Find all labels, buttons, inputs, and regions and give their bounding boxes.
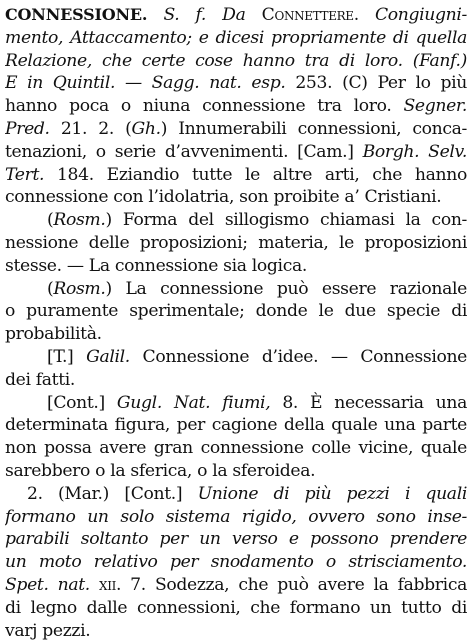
entry-line xyxy=(5,232,467,255)
entry-headline xyxy=(5,4,467,27)
text-run: [Cont.] xyxy=(47,392,117,413)
entry-line xyxy=(5,255,467,278)
text-run: E in Quintil. — Sagg. nat. esp. xyxy=(5,73,286,94)
entry-line xyxy=(5,528,467,551)
text-run: ( xyxy=(47,210,54,231)
text-run: ( xyxy=(47,278,54,299)
entry-line xyxy=(5,50,467,73)
text-run: Gh. xyxy=(131,118,161,139)
entry-line xyxy=(5,27,467,50)
entry-line xyxy=(5,437,467,460)
text-run: S. f. Da xyxy=(163,5,262,25)
text-run: ) Forma del sillogismo chiamasi la con- xyxy=(105,210,467,231)
text-run: tenazioni, o serie d’avvenimenti. [Cam.] xyxy=(5,141,363,162)
text-run: varj pezzi. xyxy=(5,620,91,641)
text-run: dei fatti. xyxy=(5,369,76,390)
text-run: connessione con l’idolatria, son proibite a’ Cristiani. xyxy=(5,187,442,208)
entry-line xyxy=(5,414,467,437)
text-run: un moto relativo per snodamento o strisciamento. xyxy=(5,552,467,573)
entry-line xyxy=(5,141,467,164)
headword: CONNESSIONE. xyxy=(5,5,148,24)
text-run: di legno dalle connessioni, che formano un tutto di xyxy=(5,597,467,618)
entry-line xyxy=(5,209,467,232)
entry-line xyxy=(5,72,467,95)
entry-line xyxy=(5,506,467,529)
text-run: Segner. xyxy=(403,96,467,117)
entry-line xyxy=(5,323,467,346)
text-run: 184. Eziandio tutte le altre arti, che hanno xyxy=(44,164,467,185)
text-run: 253. (C) Per lo più xyxy=(285,73,467,94)
entry-line xyxy=(5,620,467,642)
text-run: o puramente sperimentale; donde le due specie di xyxy=(5,301,467,322)
text-run: Congiugni- xyxy=(374,5,467,25)
entry-line xyxy=(5,95,467,118)
entry-line xyxy=(5,369,467,392)
entry-line xyxy=(5,346,467,369)
text-run: xii xyxy=(99,574,116,595)
text-run: . 7. Sodezza, che può avere la fabbrica xyxy=(116,574,467,595)
text-run: mento, Attaccamento; e dicesi propriamente di quella xyxy=(5,27,467,48)
text-run: Rosm. xyxy=(53,278,106,299)
text-run: stesse. — La connessione sia logica. xyxy=(5,255,307,276)
text-run: hanno poca o niuna connessione tra loro. xyxy=(5,96,404,117)
text-run: Unione di più pezzi i quali xyxy=(197,483,467,504)
text-run: Gugl. Nat. fiumi, xyxy=(116,392,271,413)
text-run: Connettere xyxy=(261,5,354,25)
text-run: Spet. nat. xyxy=(5,574,90,595)
text-run: 2. (Mar.) [Cont.] xyxy=(27,483,198,504)
text-run: Rosm. xyxy=(53,210,106,231)
text-run: . xyxy=(353,5,375,25)
entry-line xyxy=(5,460,467,483)
text-run: sarebbero o la sferica, o la sferoidea. xyxy=(5,460,316,481)
text-run: ) Innumerabili connessioni, conca- xyxy=(160,118,467,139)
text-run: determinata figura, per cagione della quale una parte xyxy=(5,415,467,436)
text-run: [T.] xyxy=(47,346,87,367)
text-run: 8. È necessaria una xyxy=(270,392,467,413)
text-run: non possa avere gran connessione colle vicine, quale xyxy=(5,438,467,459)
text-run: nessione delle proposizioni; materia, le proposizioni xyxy=(5,232,467,253)
text-run: Pred. xyxy=(5,118,50,139)
entry-line xyxy=(5,392,467,415)
text-run: Tert. xyxy=(5,164,45,185)
entry-line xyxy=(5,118,467,141)
text-run: formano un solo sistema rigido, ovvero sono inse- xyxy=(5,506,467,527)
entry-line xyxy=(5,164,467,187)
entry-line xyxy=(5,597,467,620)
entry-line xyxy=(5,186,467,209)
text-run: Relazione, che certe cose hanno tra di loro. (Fanf.) xyxy=(5,50,467,71)
entry-line xyxy=(5,574,467,597)
entry-line xyxy=(5,483,467,506)
entry-line xyxy=(5,300,467,323)
text-run: Galil. xyxy=(86,346,130,367)
text-run: 21. 2. ( xyxy=(49,118,132,139)
entry-line xyxy=(5,551,467,574)
text-run: parabili soltanto per un verso e possono prendere xyxy=(5,529,467,550)
text-run xyxy=(147,5,163,25)
text-run: ) La connessione può essere razionale xyxy=(105,278,467,299)
text-run: Borgh. Selv. xyxy=(362,141,467,162)
text-run: Connessione d’idee. — Connessione xyxy=(129,346,467,367)
text-run: probabilità. xyxy=(5,324,102,345)
dictionary-entry xyxy=(5,4,467,642)
entry-line xyxy=(5,278,467,301)
text-run xyxy=(90,575,99,595)
